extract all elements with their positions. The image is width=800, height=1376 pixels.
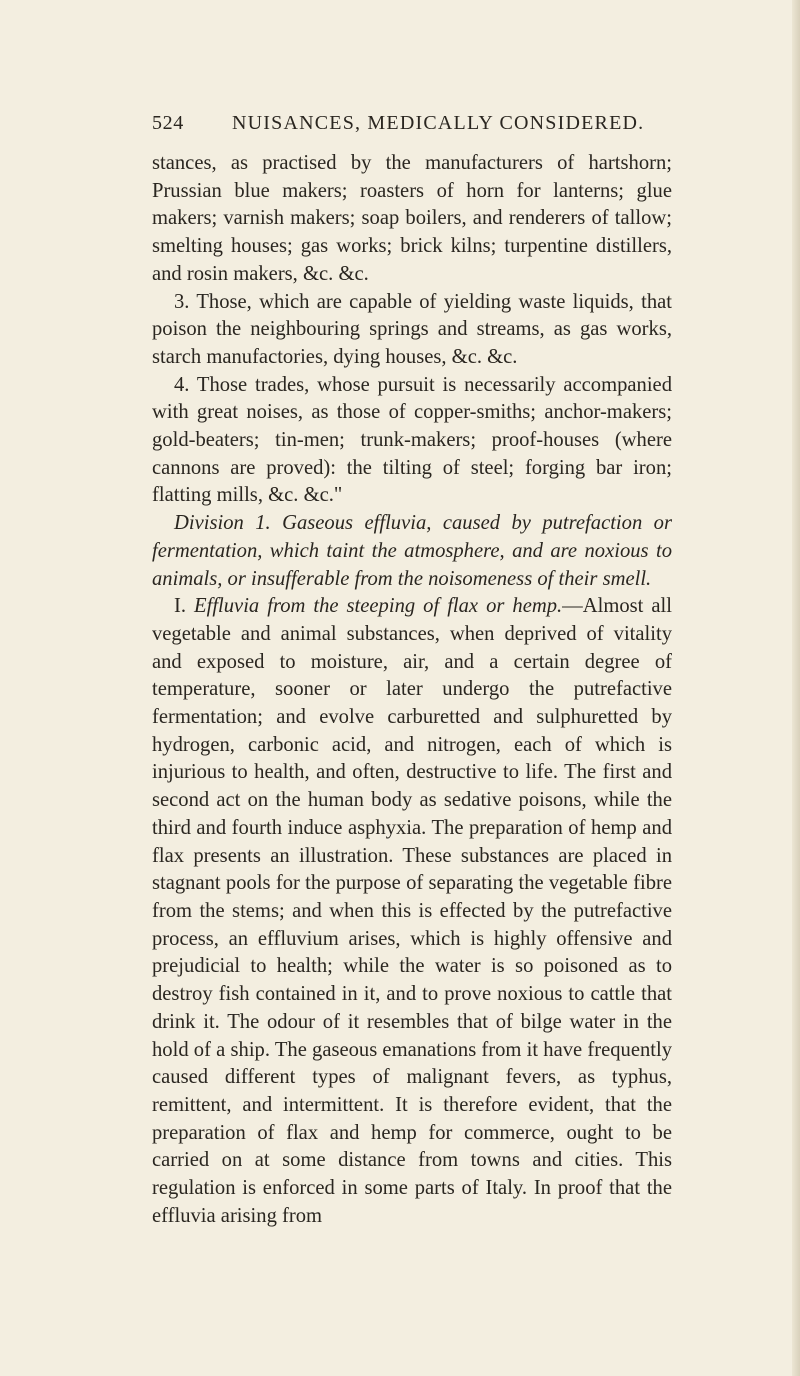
page-number: 524 — [152, 112, 184, 134]
body-text — [152, 150, 672, 1230]
section-numeral: I. — [174, 595, 195, 618]
section-text: —Almost all vegetable and animal substances, when deprived of vitality and exposed to moisture, air, and a certain degree of temperature, sooner or later undergo the putrefactive fermentation; and evolve carburetted and sulphuretted by hydrogen, carbonic acid, and nitrogen, each of which is injurious to health, and often, destructive to life. The first and second act on the human body as sedative poisons, while the third and fourth induce asphyxia. The preparation of hemp and flax presents an illustration. These substances are placed in stagnant pools for the purpose of separating the vegetable fibre from the stems; and when this is effected by the putrefactive process, an effluvium arises, which is highly offensive and prejudicial to health; while the water is so poisoned as to destroy fish contained in it, and to prove noxious to cattle that drink it. The odour of it resembles that of bilge water in the hold of a ship. The gaseous emanations from it have frequently caused different types of malignant fevers, as typhus, remittent, and intermittent. It is therefore evident, that the preparation of flax and hemp for commerce, ought to be carried on at some distance from towns and cities. This regulation is enforced in some parts of Italy. In proof that the effluvia arising from — [152, 595, 672, 1227]
division-heading: Division 1. Gaseous effluvia, caused by putrefaction or fermentation, which taint the atmosphere, and are noxious to animals, or insufferable from the noisomeness of their smell. — [152, 512, 672, 590]
paragraph-item-3: 3. Those, which are capable of yielding waste liquids, that poison the neighbouring springs and streams, as gas works, starch manufactories, dying houses, &c. &c. — [152, 290, 672, 368]
section-title: Effluvia from the steeping of flax or hemp. — [194, 595, 563, 618]
paragraph-continued: stances, as practised by the manufacturers of hartshorn; Prussian blue makers; roasters of horn for lanterns; glue makers; varnish makers; soap boilers, and renderers of tallow; smelting houses; gas works; brick kilns; turpentine distillers, and rosin makers, &c. &c. — [152, 152, 672, 285]
paragraph-section-1 — [152, 593, 672, 1230]
page-edge-shadow — [792, 0, 800, 1376]
running-header — [152, 112, 672, 142]
running-head-title: NUISANCES, MEDICALLY CONSIDERED. — [232, 112, 645, 134]
paragraph-item-4: 4. Those trades, whose pursuit is necessarily accompanied with great noises, as those of copper-smiths; anchor-makers; gold-beaters; tin-men; trunk-makers; proof-houses (where cannons are proved): the tilting of steel; forging bar iron; flatting mills, &c. &c." — [152, 373, 672, 507]
